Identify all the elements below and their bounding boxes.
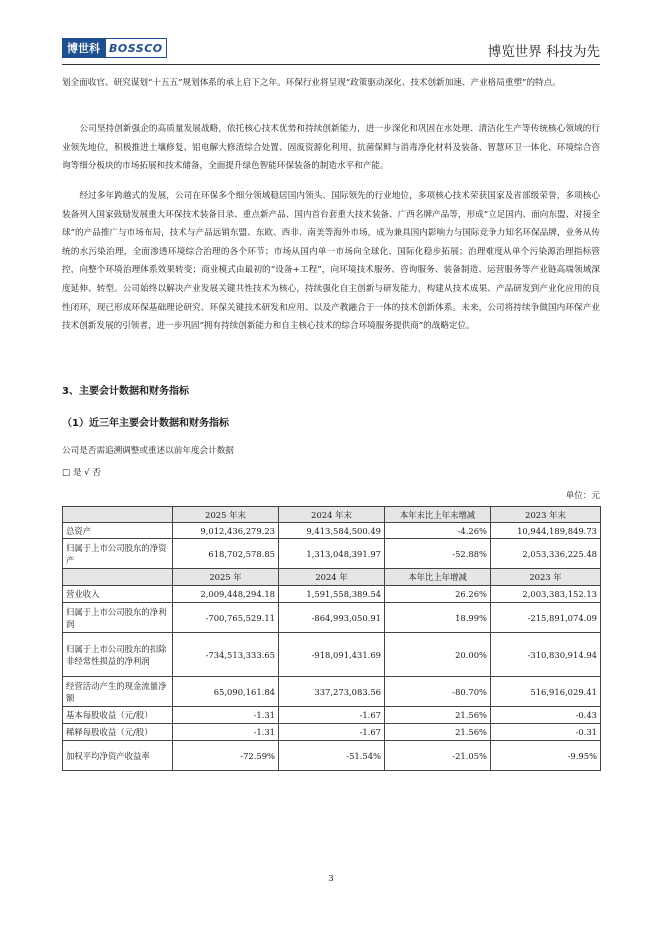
table-header-cell: 2025 年 bbox=[173, 569, 279, 586]
section-subheading: （1）近三年主要会计数据和财务指标 bbox=[62, 418, 229, 429]
value-cell: -864,993,050.91 bbox=[279, 603, 385, 633]
value-cell: -310,830,914.94 bbox=[491, 633, 601, 677]
value-cell: 21.56% bbox=[385, 707, 491, 724]
value-cell: -72.59% bbox=[173, 741, 279, 771]
value-cell: 18.99% bbox=[385, 603, 491, 633]
value-cell: 9,413,584,500.49 bbox=[279, 523, 385, 539]
table-header-row bbox=[63, 507, 601, 523]
value-cell: 20.00% bbox=[385, 633, 491, 677]
row-label-cell: 营业收入 bbox=[63, 586, 173, 603]
value-cell: 1,313,048,391.97 bbox=[279, 539, 385, 569]
value-cell: -215,891,074.09 bbox=[491, 603, 601, 633]
table-header-cell bbox=[63, 569, 173, 586]
row-label-cell: 归属于上市公司股东的净资产 bbox=[63, 539, 173, 569]
value-cell: 21.56% bbox=[385, 724, 491, 741]
page-number: 3 bbox=[328, 874, 334, 884]
value-cell: -0.43 bbox=[491, 707, 601, 724]
value-cell: 2,003,383,152.13 bbox=[491, 586, 601, 603]
value-cell: 618,702,578.85 bbox=[173, 539, 279, 569]
table-header-cell: 2023 年 bbox=[491, 569, 601, 586]
restatement-answer: □ 是 √ 否 bbox=[62, 468, 101, 478]
company-logo bbox=[62, 38, 167, 58]
row-label-cell: 总资产 bbox=[63, 523, 173, 539]
row-label-cell: 基本每股收益（元/股） bbox=[63, 707, 173, 724]
row-label-cell: 归属于上市公司股东的净利润 bbox=[63, 603, 173, 633]
section-heading: 3、主要会计数据和财务指标 bbox=[62, 386, 189, 397]
table-header-cell: 2025 年末 bbox=[173, 507, 279, 523]
table-row bbox=[63, 741, 601, 771]
value-cell: -0.31 bbox=[491, 724, 601, 741]
value-cell: 65,090,161.84 bbox=[173, 677, 279, 707]
value-cell: 26.26% bbox=[385, 586, 491, 603]
table-row bbox=[63, 539, 601, 569]
value-cell: 516,916,029.41 bbox=[491, 677, 601, 707]
value-cell: 10,944,189,849.73 bbox=[491, 523, 601, 539]
table-header-row bbox=[63, 569, 601, 586]
row-label-cell: 加权平均净资产收益率 bbox=[63, 741, 173, 771]
restatement-question: 公司是否需追溯调整或重述以前年度会计数据 bbox=[62, 446, 234, 456]
unit-label: 单位：元 bbox=[565, 491, 600, 501]
table-row bbox=[63, 724, 601, 741]
paragraph-3: 经过多年跨越式的发展，公司在环保多个细分领域稳居国内领头、国际领先的行业地位，多项核心技术荣获国家及省部级荣誉，多项核心装备列入国家鼓励发展重大环保技术装备目录、重点新产品、国内首台套重大技术装备、广西名牌产品等，形成“立足国内、面向东盟、对接全球”的产品推广与市场布局，技术与产品远销东盟、东欧、西非、南美等海外市场，成为兼具国内影响力与国际竞争力知名环保品牌，业务从传统的水污染治理，全面渗透环境综合治理的各个环节；市场从国内单一市场向全球化、国际化稳步拓展；治理难度从单个污染源治理指标管控，向整个环境治理体系效果转变；商业模式由最初的“设备+工程”，向环境技术服务、咨询服务、装备制造、运营服务等产业链高端领域深度延伸、转型。公司始终以解决产业发展关键共性技术为核心，持续强化自主创新与研发能力，构建从技术成果、产品研发到产业化应用的良性闭环，现已形成环保基础理论研究、环保关键技术研发和应用、以及产教融合于一体的技术创新体系。未来，公司将持续争做国内环保产业技术创新发展的引领者，进一步巩固“拥有持续创新能力和自主核心技术的综合环境服务提供商”的战略定位。 bbox=[62, 191, 600, 332]
table-row bbox=[63, 707, 601, 724]
logo-english: BOSSCO bbox=[105, 38, 167, 58]
table-row bbox=[63, 523, 601, 539]
row-label-cell: 经营活动产生的现金流量净额 bbox=[63, 677, 173, 707]
table-header-cell: 本年末比上年末增减 bbox=[385, 507, 491, 523]
table-row bbox=[63, 633, 601, 677]
table-header-cell: 2024 年末 bbox=[279, 507, 385, 523]
value-cell: -918,091,431.69 bbox=[279, 633, 385, 677]
value-cell: -1.31 bbox=[173, 724, 279, 741]
header-slogan: 博览世界 科技为先 bbox=[487, 44, 600, 60]
table-header-cell bbox=[63, 507, 173, 523]
value-cell: 1,591,558,389.54 bbox=[279, 586, 385, 603]
row-label-cell: 归属于上市公司股东的扣除非经常性损益的净利润 bbox=[63, 633, 173, 677]
financial-table bbox=[62, 506, 601, 771]
value-cell: -1.31 bbox=[173, 707, 279, 724]
table-header-cell: 2024 年 bbox=[279, 569, 385, 586]
table-row bbox=[63, 603, 601, 633]
value-cell: 2,009,448,294.18 bbox=[173, 586, 279, 603]
value-cell: -21.05% bbox=[385, 741, 491, 771]
header-divider bbox=[62, 64, 600, 65]
value-cell: -700,765,529.11 bbox=[173, 603, 279, 633]
table-header-cell: 本年比上年增减 bbox=[385, 569, 491, 586]
row-label-cell: 稀释每股收益（元/股） bbox=[63, 724, 173, 741]
value-cell: -52.88% bbox=[385, 539, 491, 569]
value-cell: -734,513,333.65 bbox=[173, 633, 279, 677]
table-header-cell: 2023 年末 bbox=[491, 507, 601, 523]
value-cell: 9,012,436,279.23 bbox=[173, 523, 279, 539]
value-cell: -1.67 bbox=[279, 724, 385, 741]
value-cell: 2,053,336,225.48 bbox=[491, 539, 601, 569]
logo-chinese: 博世科 bbox=[62, 38, 105, 58]
value-cell: -4.26% bbox=[385, 523, 491, 539]
table-row bbox=[63, 586, 601, 603]
paragraph-1: 划全面收官、研究谋划“十五五”规划体系的承上启下之年。环保行业将呈现“政策驱动深化、技术创新加速、产业格局重塑”的特点。 bbox=[62, 78, 561, 88]
value-cell: 337,273,083.56 bbox=[279, 677, 385, 707]
value-cell: -1.67 bbox=[279, 707, 385, 724]
value-cell: -51.54% bbox=[279, 741, 385, 771]
value-cell: -9.95% bbox=[491, 741, 601, 771]
page-header bbox=[62, 36, 600, 62]
value-cell: -80.70% bbox=[385, 677, 491, 707]
table-row bbox=[63, 677, 601, 707]
paragraph-2: 公司坚持创新强企的高质量发展战略，依托核心技术优势和持续创新能力，进一步深化和巩固在水处理、清洁化生产等传统核心领域的行业领先地位，积极推进土壤修复、铝电解大修渣综合处置、固废资源化利用、抗菌保鲜与消毒净化材料及装备、智慧环卫一体化、环境综合咨询等细分板块的市场拓展和技术储备，全面提升绿色智能环保装备的制造水平和产能。 bbox=[62, 124, 600, 172]
